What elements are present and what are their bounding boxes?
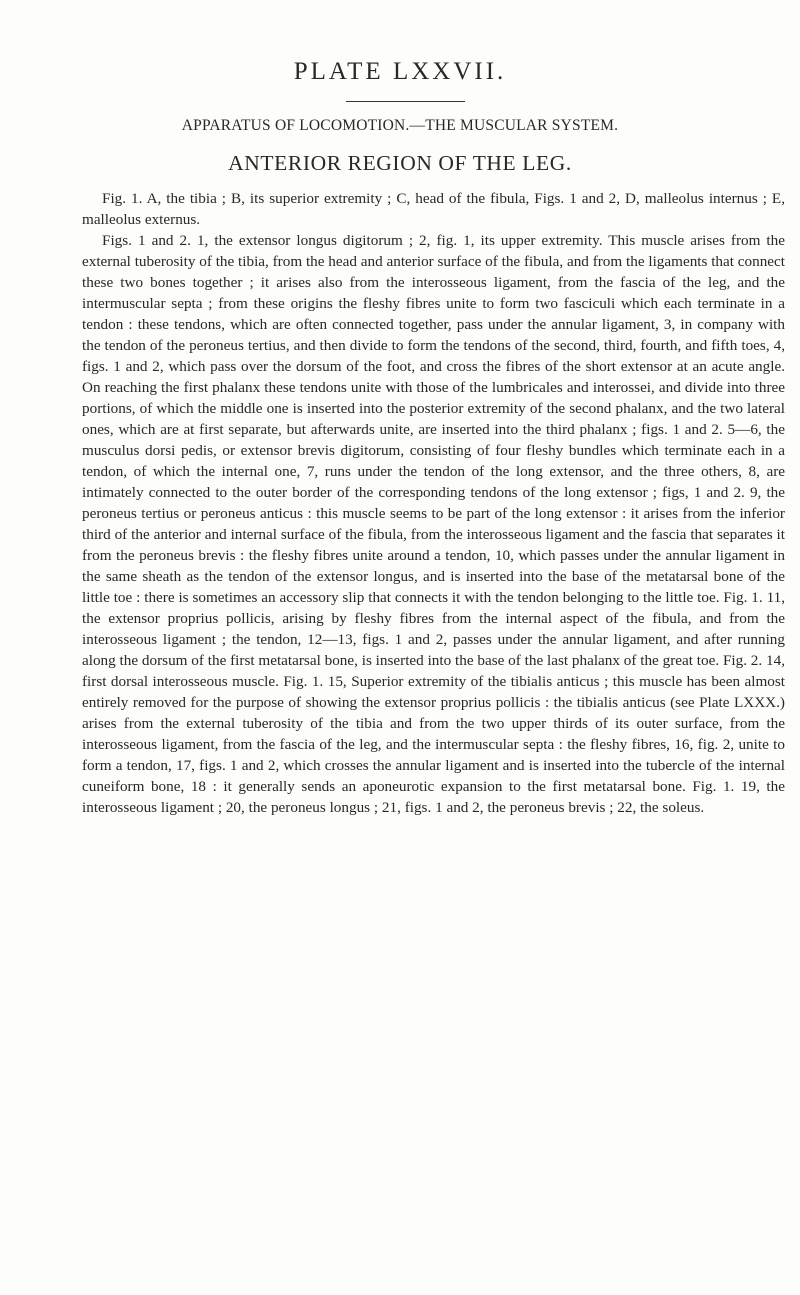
title-divider <box>346 101 465 102</box>
paragraph-muscle-description: Figs. 1 and 2. 1, the extensor longus digitorum ; 2, fig. 1, its upper extremity. This muscle arises from the external tuberosity of the tibia, from the head and anterior surface of the fibula, and from the ligaments that connect these two bones together ; it arises also from the interosseous ligament, from the fascia of the leg, and the intermuscular septa ; from these origins the fleshy fibres unite to form two fasciculi which each terminate in a tendon : these tendons, which are often connected together, pass under the annular ligament, 3, in company with the tendon of the peroneus tertius, and then divide to form the tendons of the second, third, fourth, and fifth toes, 4, figs. 1 and 2, which pass over the dorsum of the foot, and cross the fibres of the short extensor at an acute angle. On reaching the first phalanx these tendons unite with those of the lumbricales and interossei, and divide into three portions, of which the middle one is inserted into the posterior extremity of the second phalanx, and the two lateral ones, which are at first separate, but afterwards unite, are inserted into the third phalanx ; figs. 1 and 2. 5—6, the musculus dorsi pedis, or extensor brevis digitorum, consisting of four fleshy bundles which terminate each in a tendon, of which the internal one, 7, runs under the tendon of the long extensor, and the three others, 8, are intimately connected to the outer border of the corresponding tendons of the long extensor ; figs, 1 and 2. 9, the peroneus tertius or peroneus anticus : this muscle seems to be part of the long extensor : it arises from the inferior third of the anterior and internal surface of the fibula, from the interosseous ligament and the fascia that separates it from the peroneus brevis : the fleshy fibres unite around a tendon, 10, which passes under the annular ligament in the same sheath as the tendon of the extensor longus, and is inserted into the base of the metatarsal bone of the little toe : there is sometimes an accessory slip that connects it with the tendon belonging to the little toe. Fig. 1. 11, the extensor proprius pollicis, arising by fleshy fibres from the internal aspect of the fibula, and from the interosseous ligament ; the tendon, 12—13, figs. 1 and 2, passes under the annular ligament, and after running along the dorsum of the first metatarsal bone, is inserted into the base of the last phalanx of the great toe. Fig. 2. 14, first dorsal interosseous muscle. Fig. 1. 15, Superior extremity of the tibialis anticus ; this muscle has been almost entirely removed for the purpose of showing the extensor proprius pollicis : the tibialis anticus (see Plate LXXX.) arises from the external tuberosity of the tibia and from the two upper thirds of its outer surface, from the interosseous ligament, from the fascia of the leg, and the intermuscular septa : the fleshy fibres, 16, fig. 2, unite to form a tendon, 17, figs. 1 and 2, which crosses the annular ligament and is inserted into the tubercle of the internal cuneiform bone, 18 : it generally sends an aponeurotic expansion to the first metatarsal bone. Fig. 1. 19, the interosseous ligament ; 20, the peroneus longus ; 21, figs. 1 and 2, the peroneus brevis ; 22, the soleus. <box>82 232 786 816</box>
region-heading: ANTERIOR REGION OF THE LEG. <box>228 151 572 175</box>
paragraph-figure-key: Fig. 1. A, the tibia ; B, its superior extremity ; C, head of the fibula, Figs. 1 and 2, D, malleolus internus ; E, malleolus externus. <box>82 190 785 228</box>
plate-description <box>82 188 785 818</box>
section-heading: APPARATUS OF LOCOMOTION.—THE MUSCULAR SYSTEM. <box>181 117 619 134</box>
plate-title: PLATE LXXVII. <box>293 58 507 85</box>
